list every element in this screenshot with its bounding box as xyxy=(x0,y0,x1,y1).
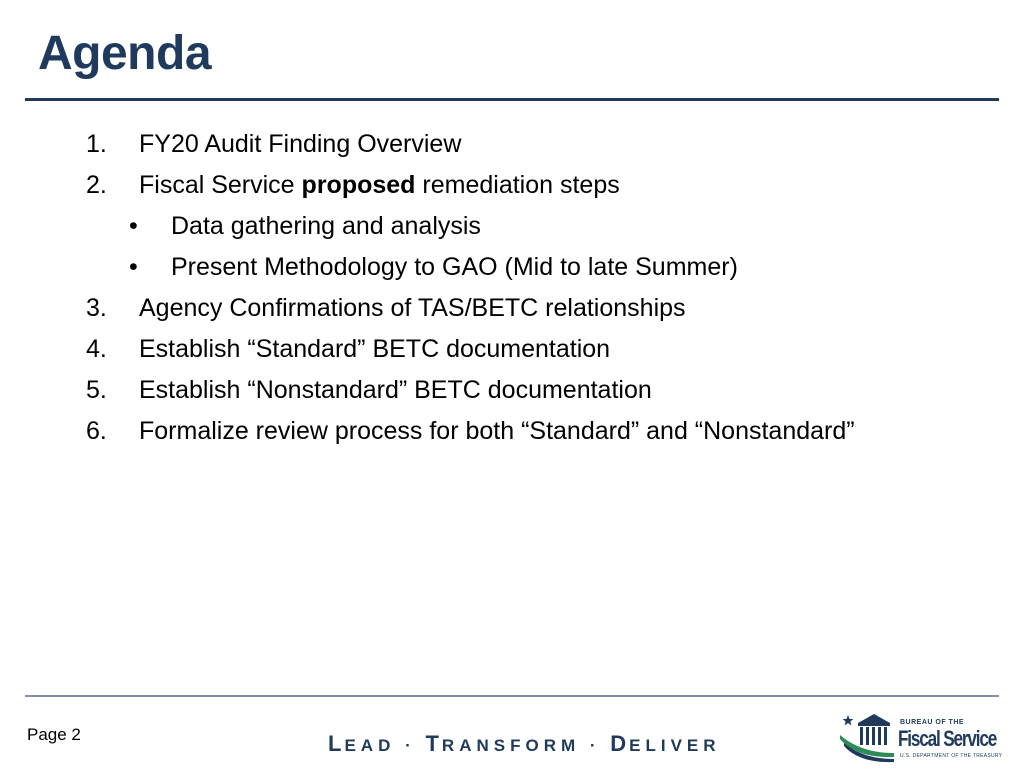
agenda-item-number: 5. xyxy=(86,376,107,404)
agenda-item-number: 2. xyxy=(86,171,107,199)
tagline-word1-rest: EAD xyxy=(344,736,396,755)
agenda-item-number: 3. xyxy=(86,294,107,322)
agenda-item-text-end: remediation steps xyxy=(415,171,620,199)
tagline-word1-initial: L xyxy=(328,731,345,756)
bullet-icon: • xyxy=(129,212,138,240)
tagline-word3-rest: ELIVER xyxy=(629,736,721,755)
agenda-item-emphasis: proposed xyxy=(301,171,416,199)
agenda-item-text: FY20 Audit Finding Overview xyxy=(139,130,462,158)
page-number: Page 2 xyxy=(27,725,81,744)
footer-tagline xyxy=(328,731,721,757)
tagline-word2-initial: T xyxy=(425,731,442,756)
tagline-separator: · xyxy=(395,736,426,755)
bullet-icon: • xyxy=(129,253,138,281)
agenda-subitem-text: Data gathering and analysis xyxy=(171,212,481,240)
footer-divider xyxy=(25,695,999,697)
agenda-item-text-start: Fiscal Service xyxy=(139,171,302,199)
tagline-word2-rest: RANSFORM xyxy=(441,736,581,755)
treasury-building-icon xyxy=(838,709,898,765)
agenda-item-text xyxy=(139,171,620,200)
agenda-item-number: 1. xyxy=(86,130,107,158)
logo-top-text: BUREAU OF THE xyxy=(900,719,965,726)
agenda-item-text: Formalize review process for both “Standard” and “Nonstandard” xyxy=(139,417,855,445)
agenda-item-text: Establish “Nonstandard” BETC documentation xyxy=(139,376,652,404)
logo-sub-text: U.S. DEPARTMENT OF THE TREASURY xyxy=(900,753,1003,759)
agenda-item-number: 4. xyxy=(86,335,107,363)
tagline-separator: · xyxy=(580,736,611,755)
agenda-item-text: Establish “Standard” BETC documentation xyxy=(139,335,611,363)
tagline-word3-initial: D xyxy=(610,731,630,756)
agenda-item-number: 6. xyxy=(86,417,107,445)
logo-main-text: Fiscal Service xyxy=(898,726,997,751)
agenda-item-text: Agency Confirmations of TAS/BETC relationships xyxy=(139,294,686,322)
fiscal-service-logo xyxy=(838,709,1003,765)
agenda-subitem-text: Present Methodology to GAO (Mid to late Summer) xyxy=(171,253,738,281)
title-divider xyxy=(25,98,999,101)
slide-title: Agenda xyxy=(38,27,212,80)
